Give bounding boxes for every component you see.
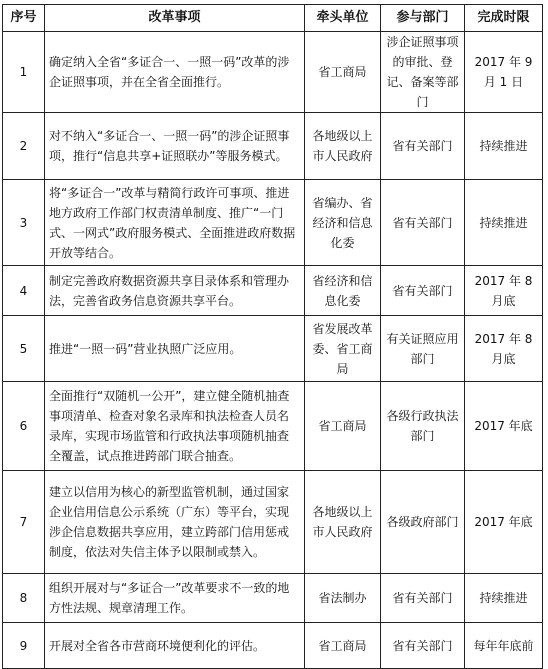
row-participating-dept: 省有关部门: [381, 266, 465, 316]
row-reform-item: 推进“一照一码”营业执照广泛应用。: [45, 316, 305, 382]
row-number: 8: [3, 574, 45, 623]
row-lead-unit: 省工商局: [305, 382, 381, 471]
row-participating-dept: 省有关部门: [381, 574, 465, 623]
row-participating-dept: 有关证照应用部门: [381, 316, 465, 382]
row-reform-item: 全面推行“双随机一公开”，建立健全随机抽查事项清单、检查对象名录库和执法检查人员名录库，实现市场监管和行政执法事项随机抽查全覆盖，试点推进跨部门联合抽查。: [45, 382, 305, 471]
row-number: 6: [3, 382, 45, 471]
row-deadline: 持续推进: [465, 180, 543, 266]
row-number: 1: [3, 32, 45, 113]
row-lead-unit: 省工商局: [305, 32, 381, 113]
table-row: [3, 316, 543, 382]
row-deadline: 2017 年 8 月底: [465, 266, 543, 316]
row-deadline: 每年年底前: [465, 623, 543, 669]
row-lead-unit: 省法制办: [305, 574, 381, 623]
row-participating-dept: 省有关部门: [381, 113, 465, 180]
table-header-row: [3, 5, 543, 32]
row-deadline: 2017 年底: [465, 382, 543, 471]
row-reform-item: 将“多证合一”改革与精简行政许可事项、推进地方政府工作部门权责清单制度、推广“一门式、一网式”政府服务模式、全面推进政府数据开放等结合。: [45, 180, 305, 266]
row-participating-dept: 省有关部门: [381, 180, 465, 266]
row-participating-dept: 省有关部门: [381, 623, 465, 669]
row-number: 7: [3, 471, 45, 574]
table-row: [3, 623, 543, 669]
row-number: 4: [3, 266, 45, 316]
row-number: 3: [3, 180, 45, 266]
row-reform-item: 对不纳入“多证合一、一照一码”的涉企证照事项，推行“信息共享+证照联办”等服务模式。: [45, 113, 305, 180]
header-participating-dept: 参与部门: [381, 5, 465, 32]
row-lead-unit: 省发展改革委、省工商局: [305, 316, 381, 382]
table-row: [3, 266, 543, 316]
header-number: 序号: [3, 5, 45, 32]
table-row: [3, 113, 543, 180]
row-reform-item: 组织开展对与“多证合一”改革要求不一致的地方性法规、规章清理工作。: [45, 574, 305, 623]
table-row: [3, 180, 543, 266]
row-reform-item: 开展对全省各市营商环境便利化的评估。: [45, 623, 305, 669]
row-lead-unit: 省工商局: [305, 623, 381, 669]
row-participating-dept: 各级政府部门: [381, 471, 465, 574]
row-number: 5: [3, 316, 45, 382]
header-deadline: 完成时限: [465, 5, 543, 32]
table-row: [3, 32, 543, 113]
table-row: [3, 574, 543, 623]
row-deadline: 持续推进: [465, 113, 543, 180]
row-participating-dept: 各级行政执法部门: [381, 382, 465, 471]
row-deadline: 2017 年底: [465, 471, 543, 574]
row-participating-dept: 涉企证照事项的审批、登记、备案等部门: [381, 32, 465, 113]
row-deadline: 2017 年 9 月 1 日: [465, 32, 543, 113]
header-lead-unit: 牵头单位: [305, 5, 381, 32]
row-lead-unit: 省编办、省经济和信息化委: [305, 180, 381, 266]
reform-tasks-table: [2, 4, 543, 669]
row-reform-item: 制定完善政府数据资源共享目录体系和管理办法，完善省政务信息资源共享平台。: [45, 266, 305, 316]
row-reform-item: 建立以信用为核心的新型监管机制，通过国家企业信用信息公示系统（广东）等平台，实现涉企信息数据共享应用，建立跨部门信用惩戒制度，依法对失信主体予以限制或禁入。: [45, 471, 305, 574]
row-number: 2: [3, 113, 45, 180]
table-row: [3, 382, 543, 471]
row-number: 9: [3, 623, 45, 669]
row-lead-unit: 各地级以上市人民政府: [305, 471, 381, 574]
table-row: [3, 471, 543, 574]
row-reform-item: 确定纳入全省“多证合一、一照一码”改革的涉企证照事项，并在全省全面推行。: [45, 32, 305, 113]
header-reform-item: 改革事项: [45, 5, 305, 32]
row-lead-unit: 省经济和信息化委: [305, 266, 381, 316]
row-deadline: 2017 年 8 月底: [465, 316, 543, 382]
row-lead-unit: 各地级以上市人民政府: [305, 113, 381, 180]
row-deadline: 持续推进: [465, 574, 543, 623]
